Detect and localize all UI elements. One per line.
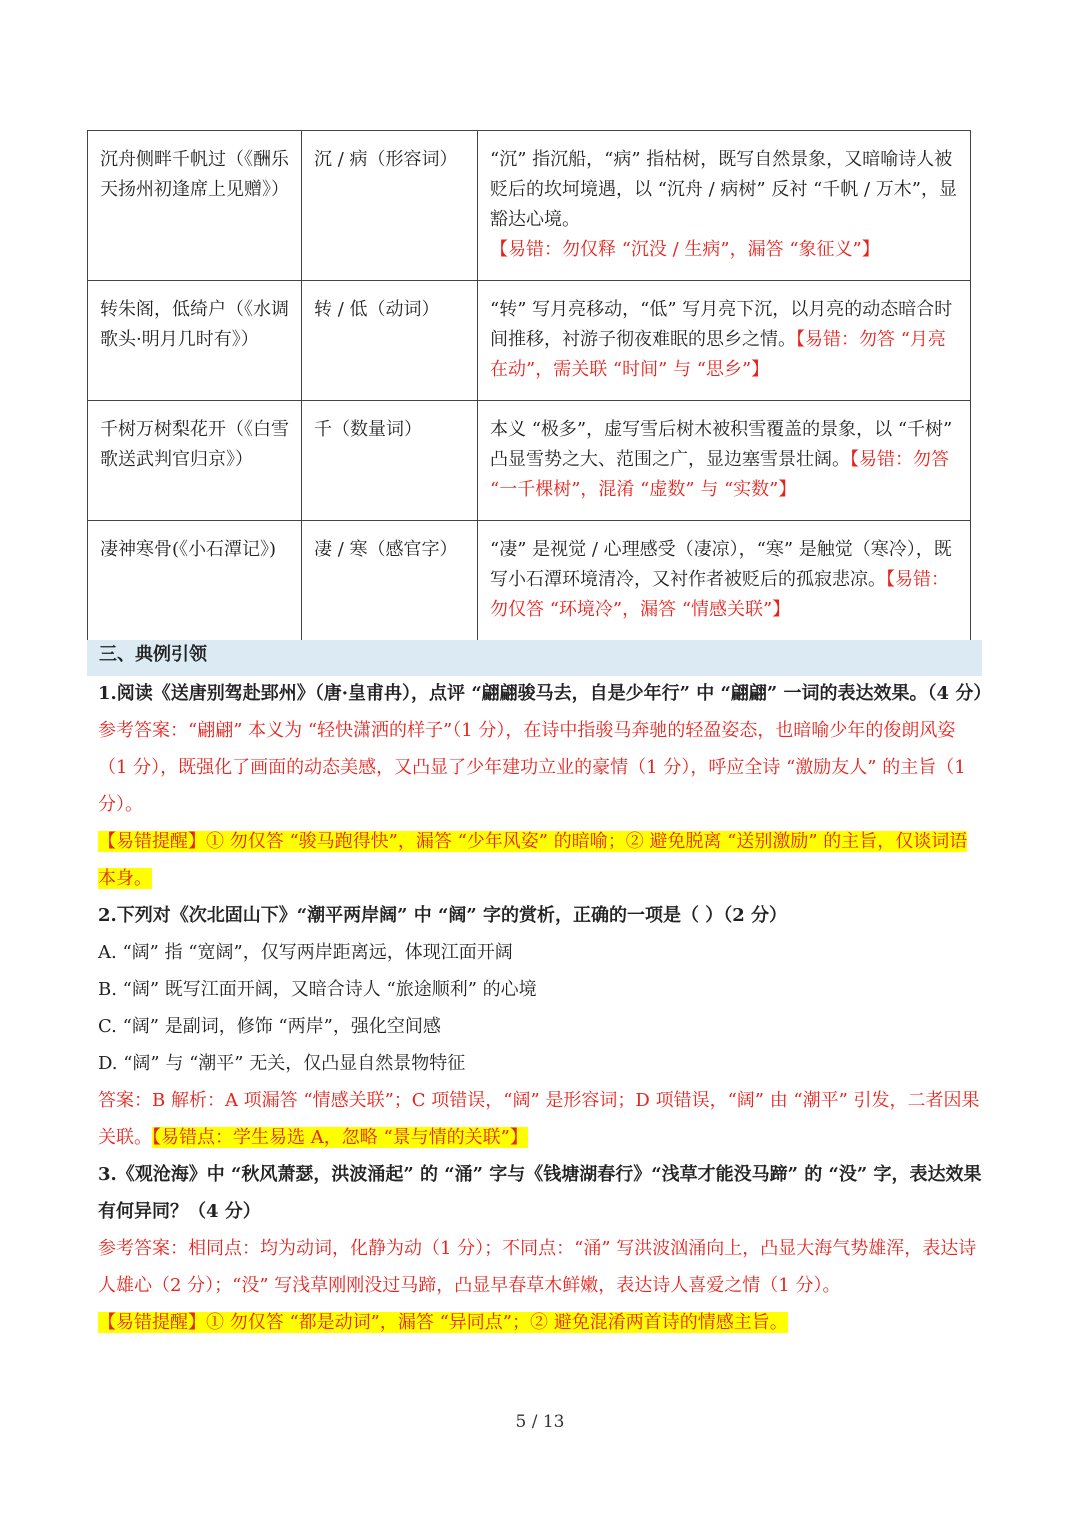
error-note: 【易错：勿答 “一千棵树”，混淆 “虚数” 与 “实数”】 bbox=[490, 449, 949, 500]
sentence-cell: 凄神寒骨(《小石潭记》) bbox=[88, 521, 302, 641]
page-number: 5 / 13 bbox=[515, 1412, 565, 1432]
table-row bbox=[88, 401, 971, 521]
error-note: 【易错：勿答 “月亮在动”，需关联 “时间” 与 “思乡”】 bbox=[490, 329, 946, 380]
table-row bbox=[88, 131, 971, 281]
question-2: 2.下列对《次北固山下》“潮平两岸阔” 中 “阔” 字的赏析，正确的一项是（ ）（2 分） bbox=[98, 905, 788, 926]
sentence-cell: 千树万树梨花开（《白雪歌送武判官归京》） bbox=[88, 401, 302, 521]
question-1: 1.阅读《送唐别驾赴郢州》（唐·皇甫冉），点评 “翩翩骏马去，自是少年行” 中 “翩翩” 一词的表达效果。（4 分） bbox=[98, 683, 992, 704]
question-3: 3.《观沧海》中 “秋风萧瑟，洪波涌起” 的 “涌” 字与《钱塘湖春行》“浅草才能没马蹄” 的 “没” 字，表达效果有何异同？（4 分） bbox=[98, 1164, 982, 1222]
analysis-cell bbox=[478, 281, 971, 401]
question-2-answer: 答案：B 解析：A 项漏答 “情感关联”；C 项错误，“阔” 是形容词；D 项错误，“阔” 由 “潮平” 引发，二者因果关联。 bbox=[98, 1090, 980, 1148]
keyword-cell: 沉 / 病（形容词） bbox=[302, 131, 478, 281]
question-1-tip-line bbox=[98, 823, 984, 897]
question-3-answer: 参考答案：相同点：均为动词，化静为动（1 分）；不同点：“涌” 写洪波汹涌向上，凸显大海气势雄浑，表达诗人雄心（2 分）；“没” 写浅草刚刚没过马蹄，凸显早春草木鲜嫩，表达诗人喜爱之情（1 分）。 bbox=[98, 1238, 977, 1296]
error-note: 【易错：勿仅答 “环境冷”，漏答 “情感关联”】 bbox=[490, 569, 949, 620]
option-b: B. “阔” 既写江面开阔，又暗合诗人 “旅途顺利” 的心境 bbox=[98, 979, 537, 1000]
keyword-cell: 凄 / 寒（感官字） bbox=[302, 521, 478, 641]
examples-content bbox=[98, 675, 992, 1341]
question-2-answer-line bbox=[98, 1082, 984, 1156]
sentence-cell: 转朱阁，低绮户（《水调歌头·明月几时有》） bbox=[88, 281, 302, 401]
keyword-cell: 转 / 低（动词） bbox=[302, 281, 478, 401]
analysis-cell bbox=[478, 521, 971, 641]
question-3-tip-line bbox=[98, 1304, 984, 1341]
option-c: C. “阔” 是副词，修饰 “两岸”，强化空间感 bbox=[98, 1016, 441, 1037]
analysis-text: “转” 写月亮移动，“低” 写月亮下沉，以月亮的动态暗合时间推移，衬游子彻夜难眠的思乡之情。 bbox=[490, 299, 953, 350]
table-row bbox=[88, 521, 971, 641]
question-1-answer: 参考答案：“翩翩” 本义为 “轻快潇洒的样子”（1 分），在诗中指骏马奔驰的轻盈姿态，也暗喻少年的俊朗风姿（1 分），既强化了画面的动态美感，又凸显了少年建功立业的豪情（1 分），呼应全诗 “激励友人” 的主旨（1 分）。 bbox=[98, 720, 966, 815]
section-heading: 三、典例引领 bbox=[87, 640, 982, 676]
keyword-cell: 千（数量词） bbox=[302, 401, 478, 521]
question-1-tip: 【易错提醒】① 勿仅答 “骏马跑得快”，漏答 “少年风姿” 的暗喻；② 避免脱离 “送别激励” 的主旨，仅谈词语本身。 bbox=[98, 831, 968, 889]
question-3-tip: 【易错提醒】① 勿仅答 “都是动词”，漏答 “异同点”；② 避免混淆两首诗的情感主旨。 bbox=[98, 1312, 788, 1333]
analysis-text: “沉” 指沉船，“病” 指枯树，既写自然景象，又暗喻诗人被贬后的坎坷境遇，以 “沉舟 / 病树” 反衬 “千帆 / 万木”，显豁达心境。 bbox=[490, 149, 957, 230]
option-d: D. “阔” 与 “潮平” 无关，仅凸显自然景物特征 bbox=[98, 1053, 466, 1074]
analysis-text: 本义 “极多”，虚写雪后树木被积雪覆盖的景象，以 “千树” 凸显雪势之大、范围之广，显边塞雪景壮阔。 bbox=[490, 419, 953, 470]
sentence-cell: 沉舟侧畔千帆过（《酬乐天扬州初逢席上见赠》） bbox=[88, 131, 302, 281]
word-analysis-table bbox=[87, 130, 971, 641]
error-note: 【易错：勿仅释 “沉没 / 生病”，漏答 “象征义”】 bbox=[490, 239, 880, 260]
table-row bbox=[88, 281, 971, 401]
analysis-cell bbox=[478, 401, 971, 521]
question-2-tip: 【易错点：学生易选 A，忽略 “景与情的关联”】 bbox=[152, 1127, 528, 1148]
option-a: A. “阔” 指 “宽阔”，仅写两岸距离远，体现江面开阔 bbox=[98, 942, 513, 963]
analysis-cell bbox=[478, 131, 971, 281]
analysis-text: “凄” 是视觉 / 心理感受（凄凉），“寒” 是触觉（寒冷），既写小石潭环境清冷，又衬作者被贬后的孤寂悲凉。 bbox=[490, 539, 952, 590]
